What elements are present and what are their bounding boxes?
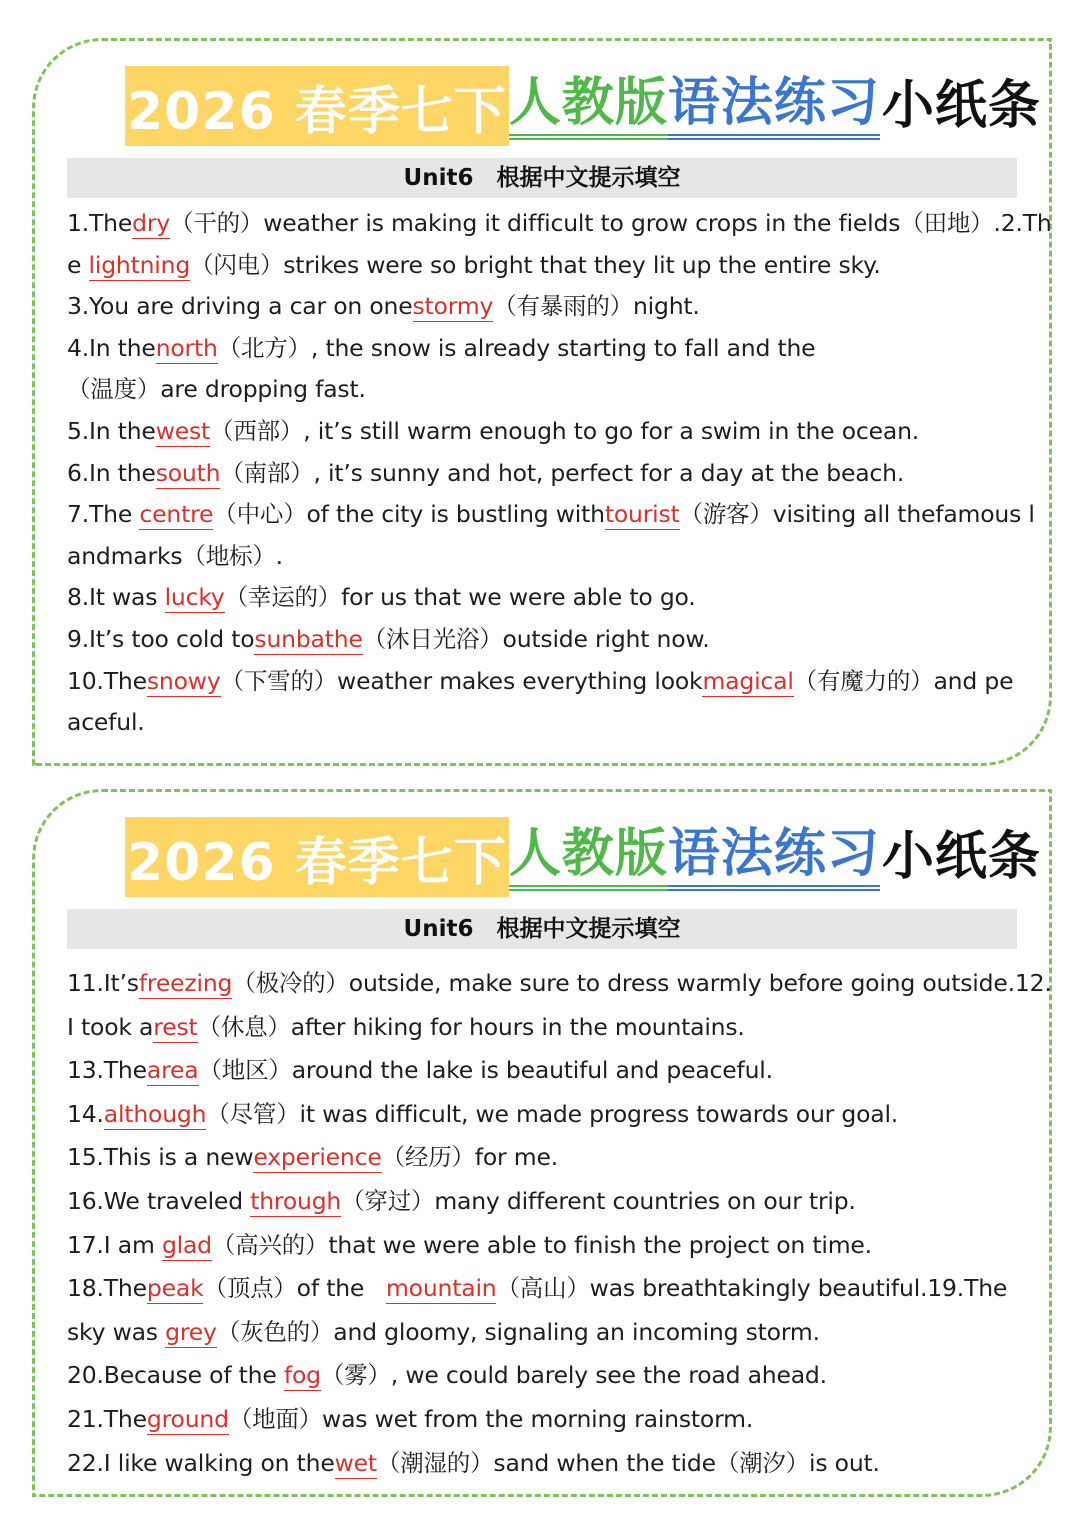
exercise-line — [67, 577, 1019, 619]
line-text: （尽管）it was difficult, we made progress towards our goal. — [206, 1099, 899, 1128]
exercise-line — [67, 1224, 1019, 1268]
exercise-line — [67, 328, 1019, 370]
line-text: （沐日光浴）outside right now. — [362, 624, 710, 653]
line-text: （闪电）strikes were so bright that they lit up the entire sky. — [190, 250, 881, 279]
line-text: 10.The — [67, 666, 147, 695]
answer-word: glad — [161, 1230, 212, 1259]
title-part-year: 2026 春季七下 — [125, 66, 509, 146]
line-text: 14. — [67, 1099, 104, 1128]
line-text: 20.Because of the — [67, 1361, 284, 1390]
answer-word: although — [103, 1099, 207, 1128]
line-text: 18.The — [67, 1274, 147, 1303]
exercise-line — [67, 962, 1052, 1006]
line-text: 15.This is a new — [67, 1143, 254, 1172]
exercise-line — [67, 1180, 1019, 1224]
line-text: （高兴的）that we were able to finish the project on time. — [211, 1230, 872, 1259]
exercise-line — [67, 1267, 1019, 1311]
exercise-lines — [67, 962, 1052, 1485]
exercise-line — [67, 1442, 1019, 1486]
answer-word: magical — [702, 666, 794, 695]
line-text: 13.The — [67, 1056, 147, 1085]
answer-word: sunbathe — [254, 624, 363, 653]
title-part-topic: 语法练习 — [668, 823, 880, 891]
line-text: （有魔力的）and pe — [793, 666, 1014, 695]
exercise-line — [67, 411, 1019, 453]
line-text: 1.The — [67, 209, 133, 237]
exercise-line — [67, 661, 1019, 703]
line-text: （雾）, we could barely see the road ahead. — [320, 1361, 827, 1390]
line-text: （中心）of the city is bustling with — [213, 500, 605, 529]
line-text: 17.I am — [67, 1230, 162, 1259]
answer-word: grey — [165, 1317, 217, 1346]
line-text: （幸运的）for us that we were able to go. — [224, 583, 696, 612]
exercise-line — [67, 453, 1019, 495]
exercise-lines — [67, 203, 1052, 744]
answer-word: lucky — [164, 583, 225, 612]
exercise-line — [67, 1398, 1019, 1442]
line-text: （南部）, it’s sunny and hot, perfect for a day at the beach. — [220, 458, 905, 487]
exercise-line — [67, 536, 1019, 578]
line-text: I took a — [67, 1012, 154, 1041]
answer-word: centre — [139, 500, 214, 529]
line-text: （灰色的）and gloomy, signaling an incoming storm. — [216, 1317, 820, 1346]
line-text: andmarks（地标）. — [67, 541, 283, 570]
answer-word: north — [155, 333, 218, 362]
title-part-topic: 语法练习 — [668, 72, 880, 140]
worksheet-title — [125, 818, 1041, 896]
line-text: （北方）, the snow is already starting to fall and the — [217, 333, 816, 362]
answer-word: rest — [153, 1012, 198, 1041]
line-text: sky was — [67, 1317, 166, 1346]
answer-word: dry — [132, 209, 171, 237]
line-text: （穿过）many different countries on our trip. — [341, 1186, 856, 1215]
worksheet-title — [125, 67, 1041, 145]
line-text: 21.The — [67, 1404, 147, 1433]
answer-word: experience — [253, 1143, 382, 1172]
title-part-edition: 人教版 — [509, 823, 668, 891]
answer-word: fog — [283, 1361, 321, 1390]
line-text: 9.It’s too cold to — [67, 624, 255, 653]
exercise-line — [67, 245, 1019, 287]
line-text: （顶点）of the — [203, 1274, 386, 1303]
exercise-line — [67, 1093, 1019, 1137]
line-text: （下雪的）weather makes everything look — [220, 666, 703, 695]
section-subtitle: Unit6 根据中文提示填空 — [67, 158, 1017, 198]
exercise-line — [67, 286, 1019, 328]
line-text: （游客）visiting all thefamous l — [679, 500, 1035, 529]
line-text: （干的）weather is making it difficult to grow crops in the fields（田地）.2.Th — [170, 209, 1052, 237]
line-text: （潮湿的）sand when the tide（潮汐）is out. — [376, 1448, 880, 1477]
answer-word: through — [250, 1186, 342, 1215]
line-text: （西部）, it’s still warm enough to go for a swim in the ocean. — [210, 416, 920, 445]
worksheet-card-2 — [32, 789, 1052, 1497]
line-text: 4.In the — [67, 333, 156, 362]
line-text: 6.In the — [67, 458, 156, 487]
title-part-note: 小纸条 — [881, 76, 1041, 136]
line-text: 8.It was — [67, 583, 165, 612]
answer-word: ground — [146, 1404, 229, 1433]
answer-word: stormy — [412, 292, 494, 321]
answer-word: snowy — [146, 666, 221, 695]
exercise-line — [67, 1354, 1019, 1398]
line-text: （经历）for me. — [381, 1143, 559, 1172]
line-text: （高山）was breathtakingly beautiful.19.The — [496, 1274, 1008, 1303]
title-part-edition: 人教版 — [509, 72, 668, 140]
line-text: 5.In the — [67, 416, 156, 445]
title-part-year: 2026 春季七下 — [125, 817, 509, 897]
exercise-line — [67, 1136, 1019, 1180]
answer-word: lightning — [88, 250, 191, 279]
line-text: 3.You are driving a car on one — [67, 292, 413, 321]
worksheet-card-1 — [32, 38, 1052, 766]
line-text: （地区）around the lake is beautiful and peaceful. — [198, 1056, 773, 1085]
line-text: （地面）was wet from the morning rainstorm. — [228, 1404, 754, 1433]
line-text: （休息）after hiking for hours in the mountains. — [197, 1012, 745, 1041]
title-part-note: 小纸条 — [881, 827, 1041, 887]
exercise-line — [67, 203, 1052, 245]
line-text: aceful. — [67, 708, 145, 737]
line-text: 22.I like walking on the — [67, 1448, 335, 1477]
exercise-line — [67, 369, 1019, 411]
line-text: （极冷的）outside, make sure to dress warmly before going outside.12. — [232, 969, 1052, 997]
answer-word: wet — [334, 1448, 377, 1477]
exercise-line — [67, 702, 1019, 744]
answer-word: freezing — [138, 969, 233, 997]
line-text: 7.The — [67, 500, 140, 529]
line-text: e — [67, 250, 89, 279]
exercise-line — [67, 1049, 1019, 1093]
answer-word: mountain — [385, 1274, 497, 1303]
exercise-line — [67, 1311, 1019, 1355]
answer-word: tourist — [604, 500, 680, 529]
section-subtitle: Unit6 根据中文提示填空 — [67, 909, 1017, 949]
line-text: 11.It’s — [67, 969, 139, 997]
exercise-line — [67, 619, 1019, 661]
line-text: 16.We traveled — [67, 1186, 251, 1215]
line-text: （有暴雨的）night. — [493, 292, 700, 321]
exercise-line — [67, 1006, 1019, 1050]
line-text: （温度）are dropping fast. — [67, 375, 366, 404]
exercise-line — [67, 494, 1035, 536]
answer-word: south — [155, 458, 221, 487]
answer-word: west — [155, 416, 211, 445]
answer-word: area — [146, 1056, 199, 1085]
answer-word: peak — [146, 1274, 204, 1303]
